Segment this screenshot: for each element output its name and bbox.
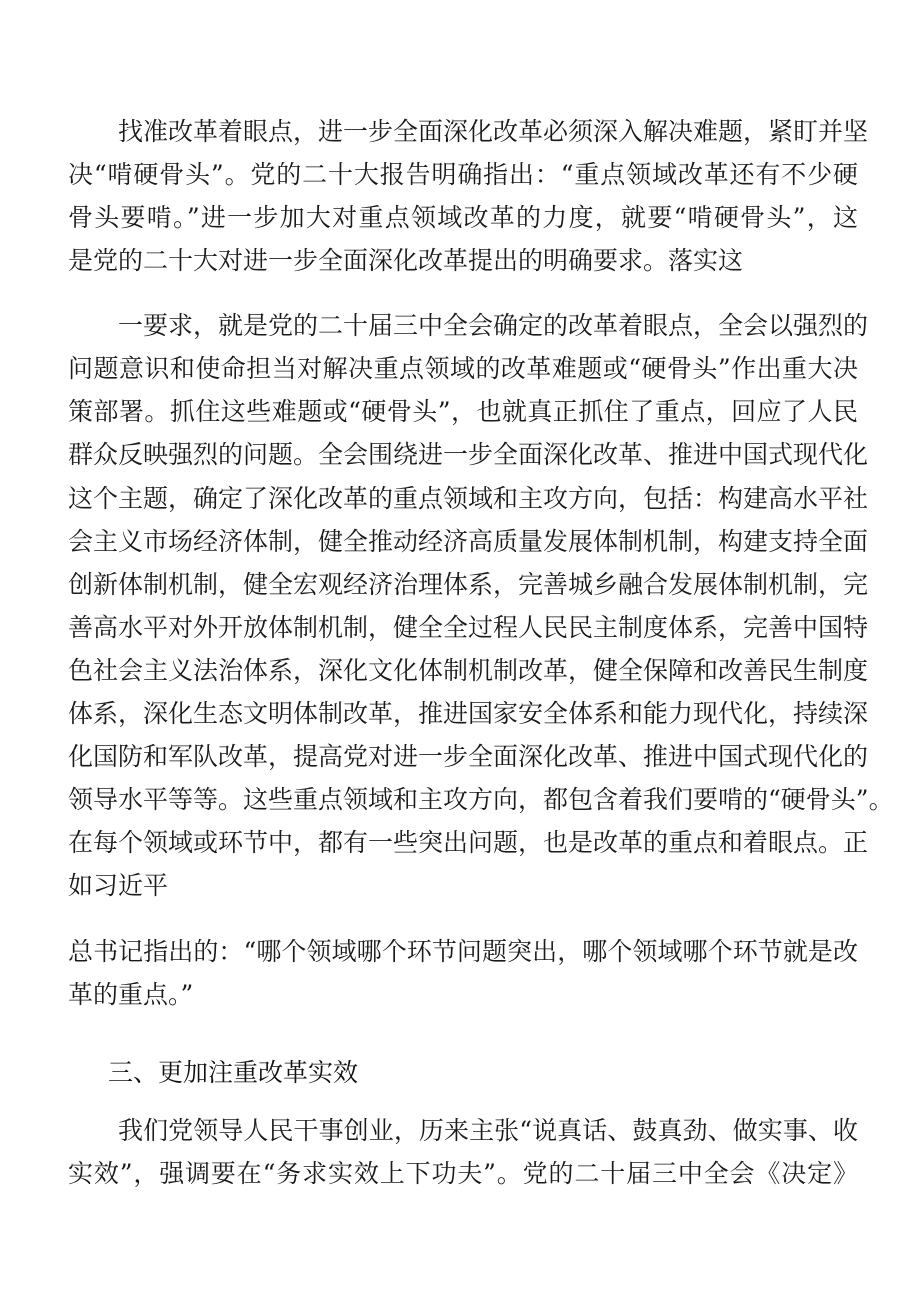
paragraph-1-line-4: 是党的二十大对进一步全面深化改革提出的明确要求。落实这 xyxy=(68,246,744,275)
paragraph-2-line-11: 化国防和军队改革，提高党对进一步全面深化改革、推进中国式现代化的 xyxy=(68,742,869,771)
paragraph-2-line-10: 体系，深化生态文明体制改革，推进国家安全体系和能力现代化，持续深 xyxy=(68,699,869,728)
paragraph-2-line-6: 会主义市场经济体制，健全推动经济高质量发展体制机制，构建支持全面 xyxy=(68,527,869,556)
paragraph-2-line-3: 策部署。抓住这些难题或“硬骨头”，也就真正抓住了重点，回应了人民 xyxy=(68,397,858,426)
paragraph-2-line-9: 色社会主义法治体系，深化文化体制机制改革，健全保障和改善民生制度 xyxy=(68,656,869,685)
paragraph-2-line-4: 群众反映强烈的问题。全会围绕进一步全面深化改革、推进中国式现代化 xyxy=(68,440,869,469)
paragraph-4-line-2: 实效”，强调要在“务求实效上下功夫”。党的二十届三中全会《决定》 xyxy=(68,1159,858,1188)
paragraph-2-line-13: 在每个领域或环节中，都有一些突出问题，也是改革的重点和着眼点。正 xyxy=(68,828,869,857)
paragraph-2-line-2: 问题意识和使命担当对解决重点领域的改革难题或“硬骨头”作出重大决 xyxy=(68,354,858,383)
section-heading: 三、更加注重改革实效 xyxy=(108,1058,359,1087)
paragraph-1-line-3: 骨头要啃。”进一步加大对重点领域改革的力度，就要“啃硬骨头”，这 xyxy=(68,203,858,232)
paragraph-2-line-12: 领导水平等等。这些重点领域和主攻方向，都包含着我们要啃的“硬骨头”。 xyxy=(68,785,894,814)
paragraph-2-line-14: 如习近平 xyxy=(68,871,169,900)
paragraph-4-line-1: 我们党领导人民干事创业，历来主张“说真话、鼓真劲、做实事、收 xyxy=(118,1116,858,1145)
paragraph-3-line-1: 总书记指出的：“哪个领域哪个环节问题突出，哪个领域哪个环节就是改 xyxy=(68,937,858,966)
paragraph-2-line-8: 善高水平对外开放体制机制，健全全过程人民民主制度体系，完善中国特 xyxy=(68,613,869,642)
paragraph-3-line-2: 革的重点。” xyxy=(68,980,194,1009)
paragraph-2-line-1: 一要求，就是党的二十届三中全会确定的改革着眼点，全会以强烈的 xyxy=(118,311,869,340)
paragraph-1-line-2: 决“啃硬骨头”。党的二十大报告明确指出：“重点领域改革还有不少硬 xyxy=(68,160,858,189)
paragraph-2-line-5: 这个主题，确定了深化改革的重点领域和主攻方向，包括：构建高水平社 xyxy=(68,484,869,513)
paragraph-2-line-7: 创新体制机制，健全宏观经济治理体系，完善城乡融合发展体制机制，完 xyxy=(68,570,869,599)
paragraph-1-line-1: 找准改革着眼点，进一步全面深化改革必须深入解决难题，紧盯并坚 xyxy=(118,117,869,146)
